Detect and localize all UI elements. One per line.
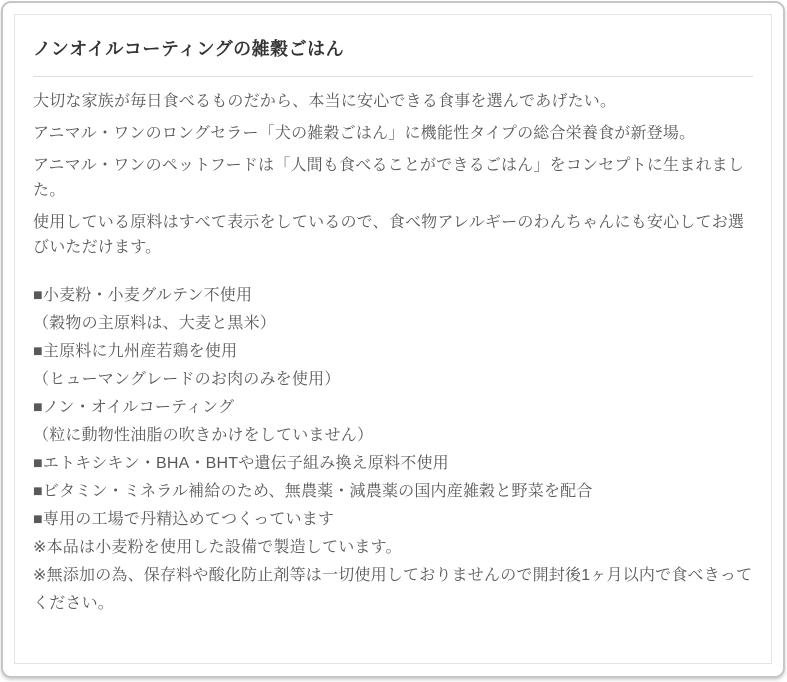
intro-paragraph: アニマル・ワンのペットフードは「人間も食べることができるごはん」をコンセプトに生まれました。 [33, 157, 745, 199]
intro-paragraph: 使用している原料はすべて表示をしているので、食べ物アレルギーのわんちゃんにも安心してお選びいただけます。 [33, 214, 745, 256]
feature-line: （ヒューマングレードのお肉のみを使用） [33, 371, 341, 388]
intro-paragraph: アニマル・ワンのロングセラー「犬の雑穀ごはん」に機能性タイプの総合栄養食が新登場。 [33, 125, 696, 142]
feature-line: ■小麦粉・小麦グルテン不使用 [33, 287, 253, 304]
section-title: ノンオイルコーティングの雑穀ごはん [33, 39, 345, 59]
product-description-inner-panel [14, 14, 772, 664]
feature-line: ■ビタミン・ミネラル補給のため、無農薬・減農薬の国内産雑穀と野菜を配合 [33, 483, 593, 500]
feature-line: （穀物の主原料は、大麦と黒米） [33, 315, 277, 332]
feature-line: ■エトキシキン・BHA・BHTや遺伝子組み換え原料不使用 [33, 455, 449, 472]
section-header [33, 36, 753, 77]
feature-line: ■主原料に九州産若鶏を使用 [33, 343, 238, 360]
note-line: ※無添加の為、保存料や酸化防止剤等は一切使用しておりませんので開封後1ヶ月以内で食べきってください。 [33, 567, 753, 612]
feature-line: ■ノン・オイルコーティング [33, 399, 235, 416]
product-description-card [1, 1, 785, 678]
intro-paragraph: 大切な家族が毎日食べるものだから、本当に安心できる食事を選んであげたい。 [33, 93, 617, 110]
note-line: ※本品は小麦粉を使用した設備で製造しています。 [33, 539, 402, 556]
intro-paragraphs [33, 89, 753, 260]
feature-line: ■専用の工場で丹精込めてつくっています [33, 511, 335, 528]
note-list [33, 534, 753, 618]
feature-line: （粒に動物性油脂の吹きかけをしていません） [33, 427, 374, 444]
feature-list [33, 282, 753, 534]
